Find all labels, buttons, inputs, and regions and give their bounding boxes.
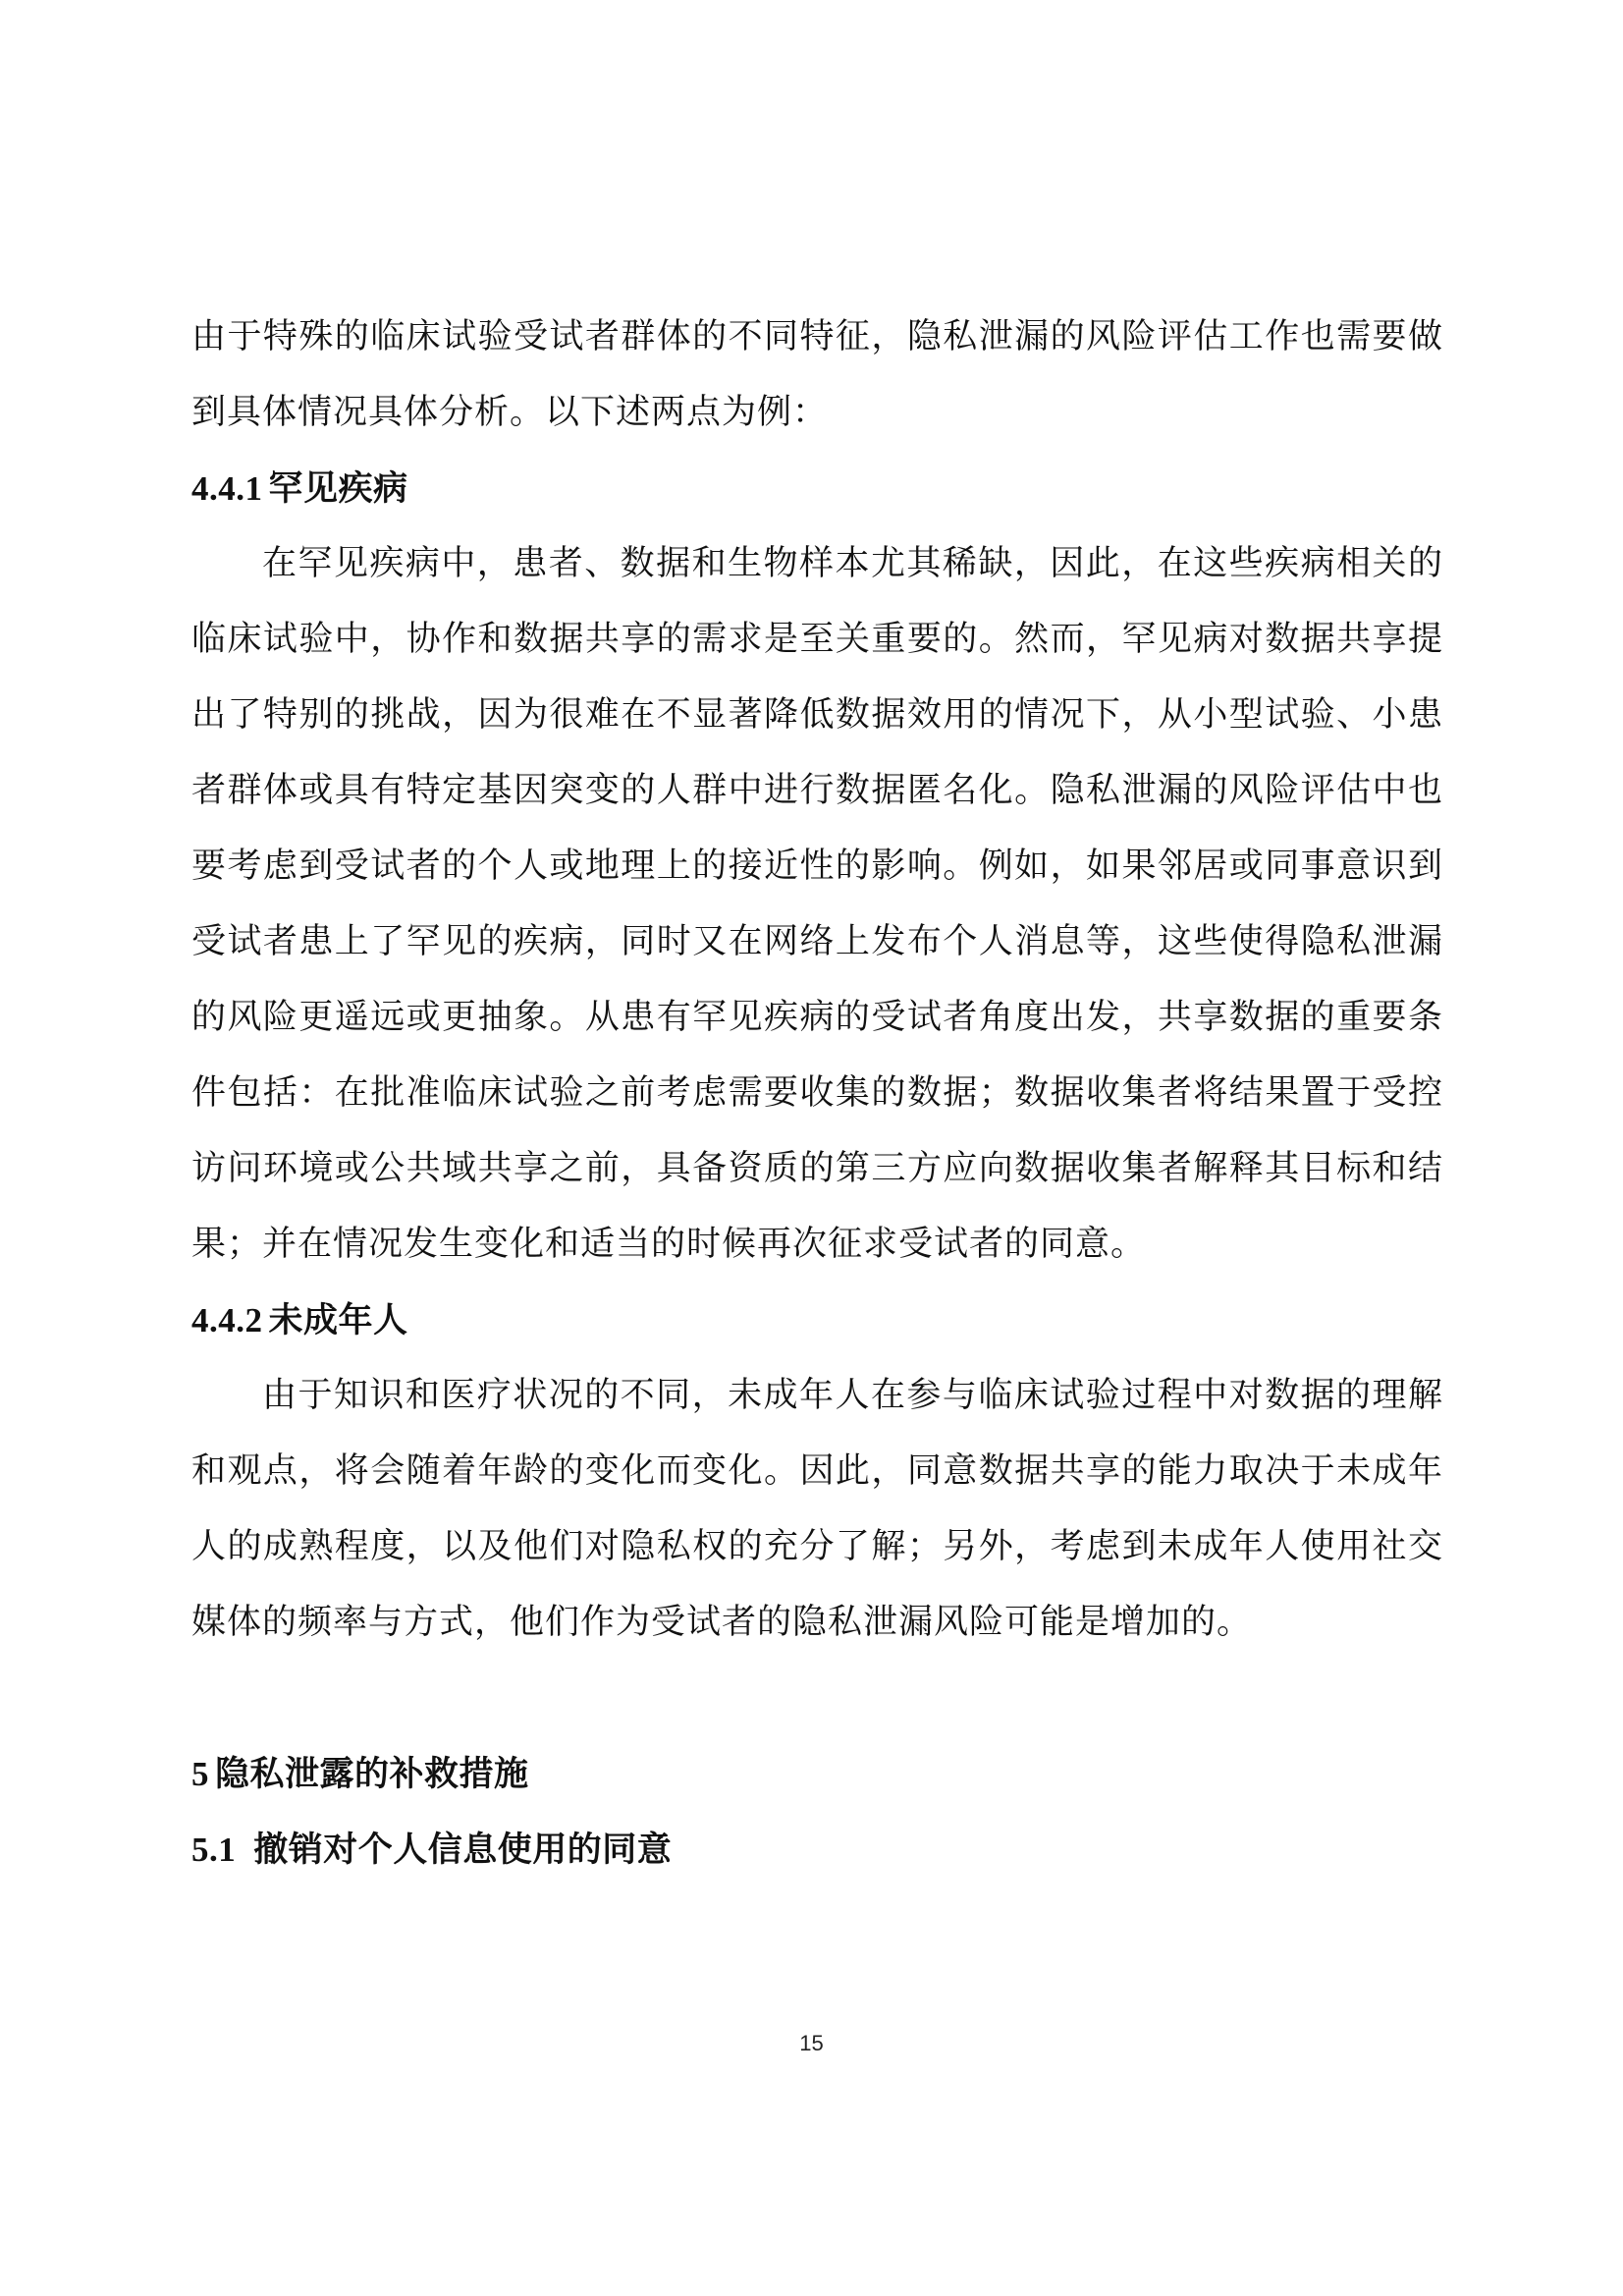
section-title: 未成年人	[268, 1300, 408, 1340]
section-heading-5	[191, 1736, 1443, 1812]
page-number: 15	[799, 2031, 824, 2055]
section-number: 5	[191, 1755, 209, 1793]
section-heading-4-4-2	[191, 1283, 1443, 1358]
minors-paragraph: 由于知识和医疗状况的不同，未成年人在参与临床试验过程中对数据的理解和观点，将会随着年龄的变化而变化。因此，同意数据共享的能力取决于未成年人的成熟程度，以及他们对隐私权的充分了解；另外，考虑到未成年人使用社交媒体的频率与方式，他们作为受试者的隐私泄漏风险可能是增加的。	[191, 1376, 1443, 1642]
section-number: 5.1	[191, 1831, 237, 1869]
section-title: 撤销对个人信息使用的同意	[253, 1830, 673, 1870]
section-title: 隐私泄露的补救措施	[215, 1754, 529, 1794]
section-heading-5-1	[191, 1812, 1443, 1887]
section-number: 4.4.1	[191, 469, 263, 508]
page-body	[191, 300, 1443, 1887]
section-number: 4.4.2	[191, 1301, 263, 1339]
section-title: 罕见疾病	[268, 468, 408, 509]
intro-paragraph: 由于特殊的临床试验受试者群体的不同特征，隐私泄漏的风险评估工作也需要做到具体情况具体分析。以下述两点为例：	[191, 317, 1443, 432]
rare-disease-paragraph: 在罕见疾病中，患者、数据和生物样本尤其稀缺，因此，在这些疾病相关的临床试验中，协作和数据共享的需求是至关重要的。然而，罕见病对数据共享提出了特别的挑战，因为很难在不显著降低数据效用的情况下，从小型试验、小患者群体或具有特定基因突变的人群中进行数据匿名化。隐私泄漏的风险评估中也要考虑到受试者的个人或地理上的接近性的影响。例如，如果邻居或同事意识到受试者患上了罕见的疾病，同时又在网络上发布个人消息等，这些使得隐私泄漏的风险更遥远或更抽象。从患有罕见疾病的受试者角度出发，共享数据的重要条件包括：在批准临床试验之前考虑需要收集的数据；数据收集者将结果置于受控访问环境或公共域共享之前，具备资质的第三方应向数据收集者解释其目标和结果；并在情况发生变化和适当的时候再次征求受试者的同意。	[191, 544, 1443, 1264]
section-heading-4-4-1	[191, 451, 1443, 526]
